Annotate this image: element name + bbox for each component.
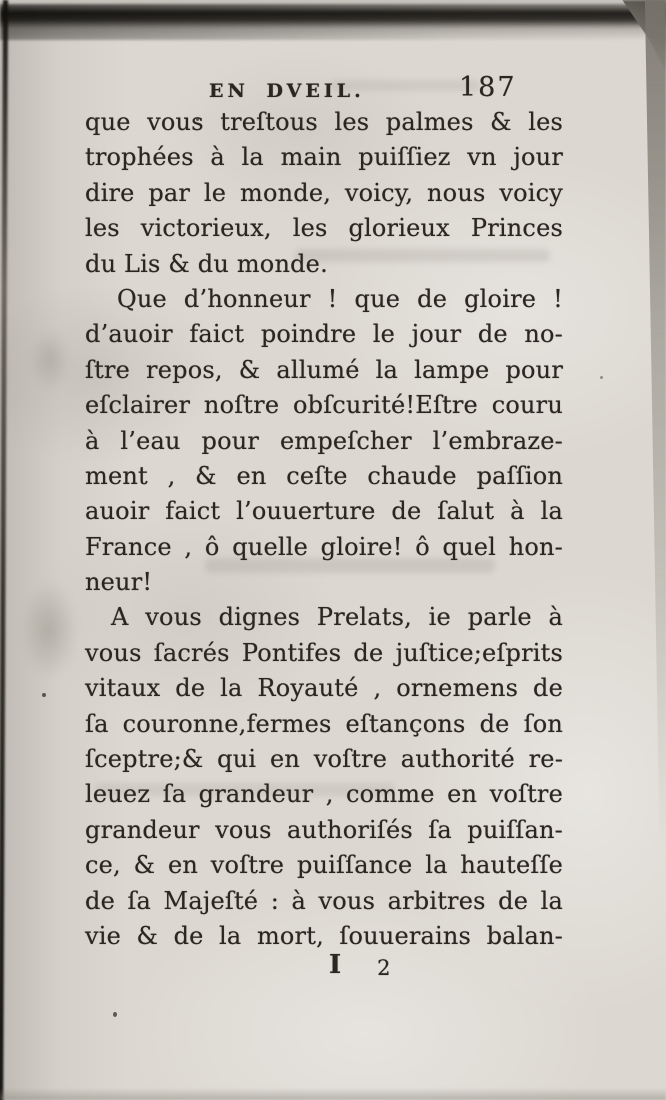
text-line: du Lis & du monde. — [85, 249, 328, 278]
text-line: vitaux de la Royauté , ornemens de — [85, 674, 563, 703]
page-number: 187 — [459, 72, 517, 103]
signature-number: 2 — [377, 956, 391, 980]
text-line: ment , & en ceſte chaude paſſion — [85, 461, 563, 490]
text-line: les victorieux, les glorieux Princes — [85, 214, 563, 243]
text-line: ſa couronne,fermes eſtançons de ſon — [85, 709, 563, 738]
text-line: de ſa Majeſté : à vous arbitres de la — [85, 886, 563, 915]
text-line: trophées à la main puiſſiez vn jour — [85, 143, 563, 172]
text-line: grandeur vous authoriſés ſa puiſſan- — [85, 815, 563, 844]
text-line: que vous treſtous les palmes & les — [85, 108, 563, 136]
text-line: ſtre repos, & allumé la lampe pour — [85, 355, 563, 384]
text-line: ce, & en voſtre puiſſance la hauteſſe — [85, 851, 563, 880]
signature-mark — [329, 950, 391, 980]
text-line: eſclairer noſtre obſcurité!Eſtre couru — [85, 391, 563, 420]
text-line: auoir faict l’ouuerture de ſalut à la — [85, 497, 563, 526]
text-line: à l’eau pour empeſcher l’embraze- — [85, 426, 563, 455]
text-line: leuez ſa grandeur , comme en voſtre — [85, 780, 563, 809]
text-line: vous ſacrés Pontifes de juſtice;eſprits — [85, 638, 563, 667]
text-line: d’auoir faict poindre le jour de no- — [85, 320, 563, 349]
text-line: Que d’honneur ! que de gloire ! — [117, 284, 563, 313]
text-line: neur! — [85, 568, 153, 597]
text-block — [85, 105, 563, 954]
text-line: ſceptre;& qui en voſtre authorité re- — [85, 745, 563, 774]
text-line: vie & de la mort, ſouuerains balan- — [85, 921, 563, 950]
text-line: A vous dignes Prelats, ie parle à — [111, 603, 563, 632]
page-header — [85, 72, 563, 106]
signature-letter: I — [329, 950, 342, 980]
text-line: France , ô quelle gloire! ô quel hon- — [85, 532, 563, 561]
text-line: dire par le monde, voicy, nous voicy — [85, 178, 563, 207]
running-title: EN DVEIL. — [209, 80, 365, 102]
